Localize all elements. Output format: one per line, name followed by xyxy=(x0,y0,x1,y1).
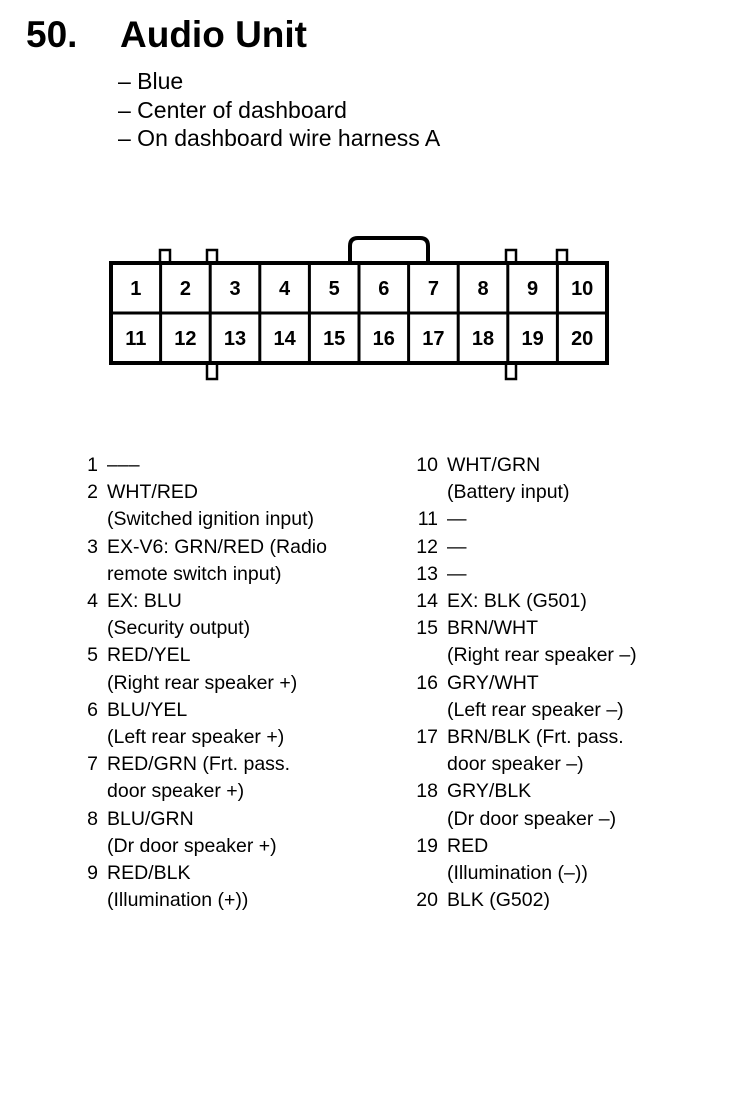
pin-description-line: (Dr door speaker +) xyxy=(107,834,277,857)
pin-cell-7: 7 xyxy=(427,278,439,300)
note-harness: – On dashboard wire harness A xyxy=(118,125,441,151)
pin-description-line: ––– xyxy=(107,454,140,476)
note-location: – Center of dashboard xyxy=(118,96,347,123)
pin-entry-8 xyxy=(74,806,327,860)
pin-cell-15: 15 xyxy=(323,328,346,350)
pin-description-line: RED/GRN (Frt. pass. xyxy=(107,753,291,776)
pin-entry-16 xyxy=(412,670,637,724)
pin-number: 5 xyxy=(87,644,98,667)
pin-description xyxy=(447,833,588,887)
pin-entry-13 xyxy=(412,561,637,588)
pin-list-left xyxy=(74,452,327,914)
pin-cell-18: 18 xyxy=(471,328,495,350)
pin-description xyxy=(107,479,314,533)
pin-description-line: EX: BLK (G501) xyxy=(447,590,587,613)
pin-cell-20: 20 xyxy=(571,328,594,350)
pin-number: 1 xyxy=(87,454,98,476)
pin-entry-7 xyxy=(74,751,327,805)
pin-description xyxy=(447,670,624,724)
pin-description xyxy=(447,452,569,506)
pin-description-line: RED/YEL xyxy=(107,644,191,667)
pin-number: 15 xyxy=(416,617,438,640)
pin-description xyxy=(447,778,616,832)
pin-cell-5: 5 xyxy=(328,278,340,300)
pin-cell-12: 12 xyxy=(174,328,197,350)
pin-description-line: GRY/BLK xyxy=(447,780,532,803)
pin-number: 3 xyxy=(87,535,98,558)
pin-entry-11 xyxy=(412,506,637,533)
pin-number: 7 xyxy=(87,753,98,776)
pin-description-line: (Switched ignition input) xyxy=(107,508,315,531)
pin-description xyxy=(447,615,637,669)
pin-number: 19 xyxy=(416,834,438,857)
pin-description-line: WHT/GRN xyxy=(447,454,541,476)
pin-description-line: (Dr door speaker –) xyxy=(447,807,617,830)
pin-entry-19 xyxy=(412,833,637,887)
pin-description-line: EX-V6: GRN/RED (Radio xyxy=(107,535,327,558)
pin-cell-16: 16 xyxy=(372,328,395,350)
pin-entry-5 xyxy=(74,642,327,696)
pin-description-line: — xyxy=(447,535,467,558)
pin-description-line: GRY/WHT xyxy=(447,671,539,694)
pin-description xyxy=(447,561,467,588)
pin-description xyxy=(107,534,327,588)
pin-number: 18 xyxy=(416,780,438,803)
pin-cell-6: 6 xyxy=(378,278,390,300)
pin-entry-9 xyxy=(74,860,327,914)
pin-description-line: (Illumination (–)) xyxy=(447,862,588,885)
pin-entry-14 xyxy=(412,588,637,615)
pin-entry-17 xyxy=(412,724,637,778)
pin-cell-3: 3 xyxy=(229,278,241,300)
pin-description-line: BLU/YEL xyxy=(107,698,188,721)
pin-entry-1 xyxy=(74,452,327,479)
pin-cell-14: 14 xyxy=(273,328,296,350)
pin-description-line: RED/BLK xyxy=(107,862,191,885)
pin-description-line: RED xyxy=(447,834,489,857)
pin-description xyxy=(107,806,277,860)
pin-entry-18 xyxy=(412,778,637,832)
connector-diagram xyxy=(0,230,736,400)
pin-description-line: BLU/GRN xyxy=(107,807,194,830)
pin-cell-2: 2 xyxy=(179,278,191,300)
pin-number: 16 xyxy=(416,671,438,694)
connector-notes xyxy=(118,67,440,153)
pin-description xyxy=(447,588,587,615)
pin-number: 2 xyxy=(87,481,98,504)
pin-number: 20 xyxy=(416,889,438,912)
pin-description xyxy=(447,534,467,561)
pin-entry-2 xyxy=(74,479,327,533)
title-text: Audio Unit xyxy=(120,14,308,55)
pin-description xyxy=(107,452,140,479)
pin-entry-10 xyxy=(412,452,637,506)
pin-number: 9 xyxy=(87,862,98,885)
pin-entry-15 xyxy=(412,615,637,669)
pin-description xyxy=(107,588,250,642)
pin-description-line: (Right rear speaker –) xyxy=(447,644,637,667)
pin-cell-8: 8 xyxy=(477,278,489,300)
pin-description-line: (Left rear speaker –) xyxy=(447,698,624,721)
pin-description xyxy=(447,506,467,533)
pin-description-line: door speaker –) xyxy=(447,753,584,776)
pin-description-line: — xyxy=(447,508,467,531)
pin-cell-13: 13 xyxy=(223,328,247,350)
pin-entry-6 xyxy=(74,697,327,751)
pin-description-line: (Right rear speaker +) xyxy=(107,671,298,694)
pin-entry-4 xyxy=(74,588,327,642)
pin-entry-3 xyxy=(74,534,327,588)
pin-description-line: BLK (G502) xyxy=(447,889,550,912)
pin-description xyxy=(107,751,290,805)
pin-description xyxy=(107,860,248,914)
pin-description-line: (Illumination (+)) xyxy=(107,889,249,912)
pin-number: 6 xyxy=(87,698,98,721)
pin-number: 14 xyxy=(416,590,438,613)
pin-cell-1: 1 xyxy=(130,278,142,300)
pin-description xyxy=(447,887,550,914)
pin-number: 8 xyxy=(87,807,98,830)
pin-description xyxy=(447,724,624,778)
pin-description-line: BRN/BLK (Frt. pass. xyxy=(447,726,624,749)
pin-description-line: — xyxy=(447,562,467,585)
pin-description-line: (Left rear speaker +) xyxy=(107,726,285,749)
note-color: – Blue xyxy=(118,68,184,94)
pin-description-line: BRN/WHT xyxy=(447,617,538,640)
title-number: 50. xyxy=(26,14,78,55)
pin-description xyxy=(107,642,297,696)
pin-description-line: door speaker +) xyxy=(107,780,245,803)
pin-number: 17 xyxy=(416,726,438,749)
pin-cell-10: 10 xyxy=(571,278,594,300)
pin-number: 4 xyxy=(87,590,98,613)
pin-description-line: WHT/RED xyxy=(107,481,198,504)
pin-cell-9: 9 xyxy=(527,278,539,300)
pin-number: 10 xyxy=(416,454,438,476)
pin-description xyxy=(107,697,284,751)
pin-entry-12 xyxy=(412,534,637,561)
pin-description-line: remote switch input) xyxy=(107,562,282,585)
pin-description-line: EX: BLU xyxy=(107,590,182,613)
pin-number: 12 xyxy=(416,535,438,558)
pin-list-right xyxy=(412,452,637,914)
pin-number: 11 xyxy=(417,508,438,531)
pin-cell-11: 11 xyxy=(125,328,147,350)
pin-entry-20 xyxy=(412,887,637,914)
page-title xyxy=(26,14,307,56)
pin-cell-17: 17 xyxy=(422,328,445,350)
pin-description-line: (Battery input) xyxy=(447,481,570,504)
pin-cell-19: 19 xyxy=(521,328,544,350)
pin-description-line: (Security output) xyxy=(107,617,251,640)
pin-number: 13 xyxy=(416,562,438,585)
locking-tab xyxy=(350,238,428,263)
pin-cell-4: 4 xyxy=(279,278,291,300)
